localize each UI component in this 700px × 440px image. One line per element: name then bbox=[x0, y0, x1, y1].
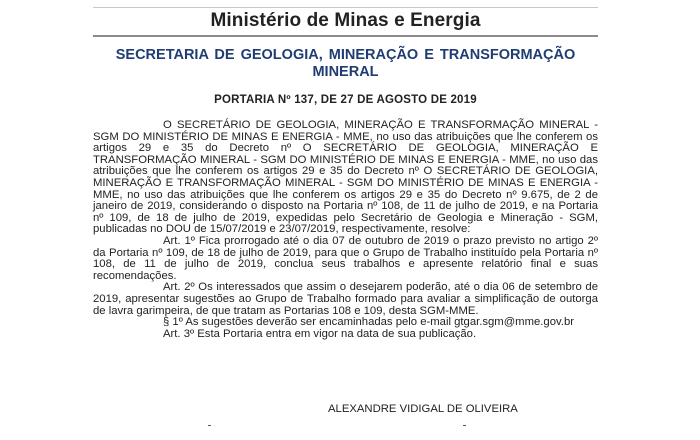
page-mark-right bbox=[463, 425, 466, 426]
top-rule bbox=[93, 7, 598, 8]
document-body bbox=[93, 120, 598, 340]
article-2: Art. 2º Os interessados que assim o desejarem poderão, até o dia 06 de setembro de 2019, apresentar sugestões ao Grupo de Trabalho formado para avaliar a simplificação de outorga de lavra garimpeira, de que tratam as Portarias 108 e 109, desta SGM-MME. bbox=[93, 281, 598, 317]
preamble-paragraph: O SECRETÁRIO DE GEOLOGIA, MINERAÇÃO E TRANSFORMAÇÃO MINERAL - SGM DO MINISTÉRIO DE MINAS E ENERGIA - MME, no uso das atribuições que lhe conferem os artigos 29 e 35 do Decreto nº O SECRETÁRIO DE GEOLOGIA, MINERAÇÃO E TRANSFORMAÇÃO MINERAL - SGM DO MINISTÉRIO DE MINAS E ENERGIA - MME, no uso das atribuições que lhe conferem os artigos 29 e 35 do Decreto nº O SECRETÁRIO DE GEOLOGIA, MINERAÇÃO E TRANSFORMAÇÃO MINERAL - SGM DO MINISTÉRIO DE MINAS E ENERGIA - MME, no uso das atribuições que lhe conferem os artigos 29 e 35 do Decreto nº 9.675, de 2 de janeiro de 2019, considerando o disposto na Portaria nº 108, de 11 de julho de 2019, e na Portaria nº 109, de 18 de julho de 2019, expedidas pelo Secretário de Geologia e Mineração - SGM, publicadas no DOU de 15/07/2019 e 23/07/2019, respectivamente, resolve: bbox=[93, 119, 598, 236]
article-1: Art. 1º Fica prorrogado até o dia 07 de outubro de 2019 o prazo previsto no artigo 2º da Portaria nº 109, de 18 de julho de 2019, para que o Grupo de Trabalho instituído pela Portaria nº 108, de 11 de julho de 2019, conclua seus trabalhos e apresente relatório final e suas recomendações. bbox=[93, 234, 598, 282]
article-3: Art. 3º Esta Portaria entra em vigor na data de sua publicação. bbox=[163, 327, 477, 340]
paragraph-1-email: § 1º As sugestões deverão ser encaminhadas pelo e-mail gtgar.sgm@mme.gov.br bbox=[163, 316, 574, 329]
secretaria-heading: SECRETARIA DE GEOLOGIA, MINERAÇÃO E TRANSFORMAÇÃO MINERAL bbox=[115, 47, 576, 80]
signature: ALEXANDRE VIDIGAL DE OLIVEIRA bbox=[328, 403, 518, 415]
bottom-rule bbox=[93, 35, 598, 37]
portaria-title: PORTARIA Nº 137, DE 27 DE AGOSTO DE 2019 bbox=[214, 94, 477, 106]
ministry-heading: Ministério de Minas e Energia bbox=[210, 10, 481, 31]
page-mark-left bbox=[208, 425, 211, 426]
